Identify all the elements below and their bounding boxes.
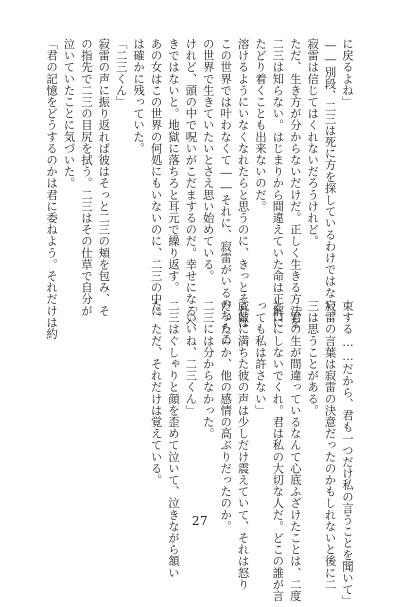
text-line: に戻るよね」 [341, 38, 355, 108]
text-line: 寂雷は信じてはくれないだろうけれど。 [306, 38, 321, 247]
text-line: の指先で二三の目尻を拭う。二三はその仕草で自分が [79, 38, 94, 317]
text-line: この世界では叶わなくて――それに、寂雷がいるのならこ [219, 38, 234, 345]
text-line: けれど、頭の中で呪いがこだまするのだ。幸せになるべ [184, 38, 199, 328]
text-line: は確かに残っていた。 [132, 38, 147, 154]
text-line: 三は思うことがある。 [306, 300, 321, 416]
text-line: 「君の記憶をどうするのかは君に委ねよう。それだけは約 [45, 38, 60, 340]
text-line: 「二三くん」 [114, 38, 129, 108]
text-line: ――別段、二三は死に方を探しているわけではない。 [323, 38, 338, 322]
text-line: 二三は知らない。はじまりから間違えていた命は正解に [271, 38, 286, 328]
text-line: 寂雷の言葉は寂雷の決意だったのかもしれないと後に二 [323, 300, 338, 590]
text-line: 寂雷の声に振り返れば彼はそっと二三の頬を包み、そ [97, 38, 112, 317]
upper-text-block [43, 38, 356, 345]
text-line: 二三はぐしゃりと顔を歪めて泣いて、泣きながら頷い [166, 300, 181, 579]
text-line: た。ただ、それだけは覚えている。 [149, 300, 164, 486]
text-line: 「君の生が間違っているなんて心底ふざけたことは、二度 [288, 300, 303, 602]
text-line: っても私は許さない」 [253, 300, 268, 416]
text-line: と口にしないでくれ。君は私の大切な人だ。どこの誰が言 [271, 300, 286, 602]
text-line: ただ、生き方が分からないだけだ。正しく生きる方法を [288, 38, 303, 328]
page-number: 27 [191, 514, 209, 528]
text-line: 泣いていたことに気づいた。 [62, 38, 77, 189]
text-line: 溶けるようにいなくなれたらと思うのに、きっとそれは [236, 38, 251, 328]
text-line: 威厳に満ちた彼の声は少しだけ震えていて、それは怒り [236, 300, 251, 590]
text-line: だったのか、他の感情の高ぶりだったのか。 [219, 300, 234, 532]
text-line: あの女はこの世界の何処にもいないのに、二三の中に [149, 38, 164, 317]
text-line: 二三には分からなかった。 [201, 300, 216, 440]
text-line: たどり着くことも出来ないのだ。 [253, 38, 268, 212]
text-line: 「いいね、二三くん」 [184, 300, 199, 416]
text-line: の世界で生きていたいとさえ思い始めている。 [201, 38, 216, 282]
text-line: きではないと。地獄に落ちろと耳元で繰り返す。 [166, 38, 181, 294]
text-line: 束する……だから、君も一つだけ私の言うことを聞いて」 [341, 300, 355, 607]
